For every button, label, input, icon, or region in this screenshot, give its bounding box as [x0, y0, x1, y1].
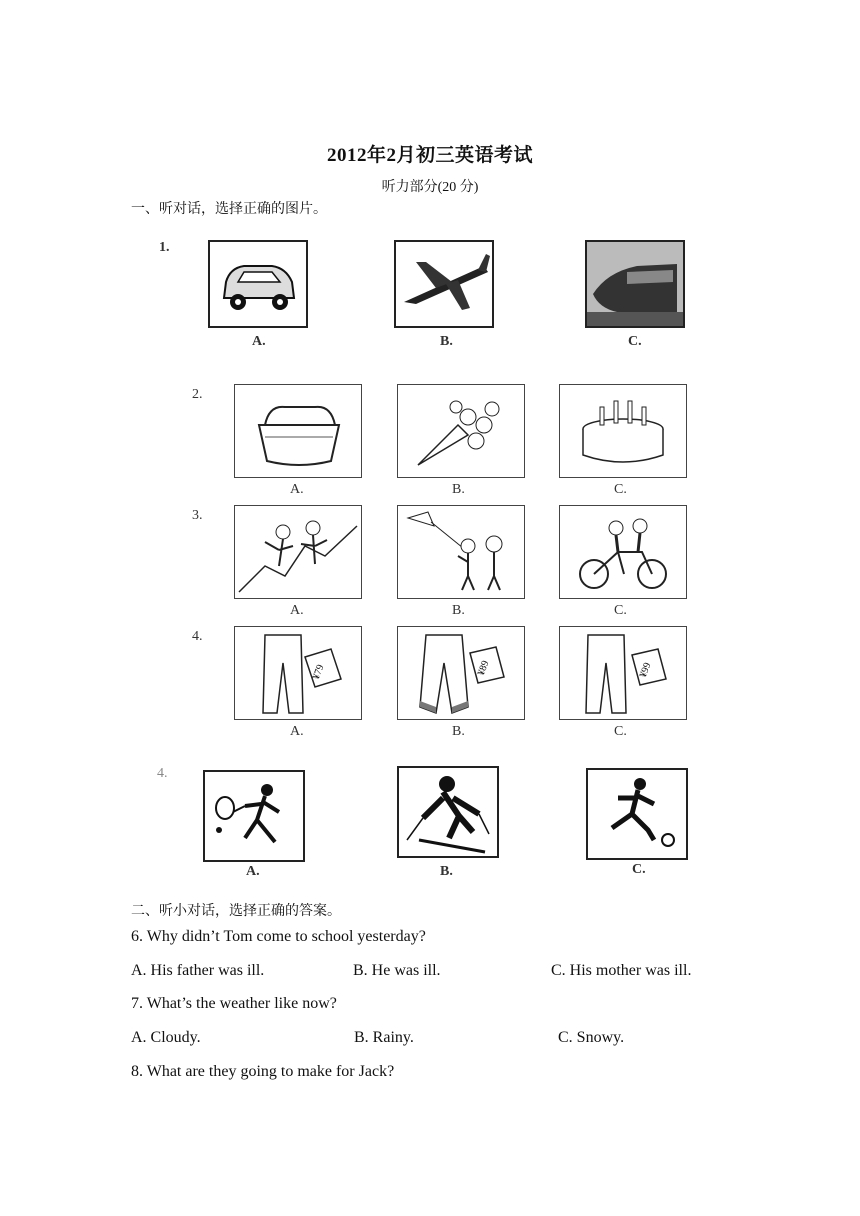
option-label: A. — [246, 864, 260, 879]
option-label: B. — [440, 864, 453, 879]
option-label: C. — [632, 862, 646, 877]
option-label: C. — [614, 482, 627, 497]
price-tag: ¥79 — [310, 663, 327, 682]
option-label: B. — [452, 603, 465, 618]
price-tag: ¥99 — [637, 661, 654, 680]
question-8: 8. What are they going to make for Jack? — [131, 1063, 395, 1080]
question-number: 4. — [157, 766, 168, 781]
option-label: C. — [614, 603, 627, 618]
option-label: B. — [452, 482, 465, 497]
soccer-icon — [586, 768, 688, 860]
jeans-tag-icon — [397, 626, 525, 720]
bicycle-icon — [559, 505, 687, 599]
question-7-option-a: A. Cloudy. — [131, 1029, 201, 1046]
question-4 — [190, 624, 690, 739]
question-6-option-b: B. He was ill. — [353, 962, 441, 979]
question-7-option-c: C. Snowy. — [558, 1029, 625, 1046]
climbing-icon — [234, 505, 362, 599]
question-7-option-b: B. Rainy. — [354, 1029, 414, 1046]
handbag-icon — [234, 384, 362, 478]
option-label: C. — [614, 724, 627, 739]
car-icon — [208, 240, 308, 328]
question-6: 6. Why didn’t Tom come to school yesterday? — [131, 928, 426, 945]
question-3 — [190, 503, 690, 618]
option-label: A. — [290, 482, 304, 497]
airplane-icon — [394, 240, 494, 328]
question-7: 7. What’s the weather like now? — [131, 995, 337, 1012]
question-number: 2. — [192, 387, 203, 402]
page-title: 2012年2月初三英语考试 — [326, 145, 533, 166]
section-1-heading: 一、听对话，选择正确的图片。 — [131, 202, 327, 217]
section-2-heading: 二、听小对话，选择正确的答案。 — [131, 904, 341, 919]
option-label: A. — [252, 334, 266, 349]
question-number: 4. — [192, 629, 203, 644]
kite-flying-icon — [397, 505, 525, 599]
option-label: A. — [290, 603, 304, 618]
question-2 — [190, 382, 690, 497]
tennis-icon — [203, 770, 305, 862]
option-label: C. — [628, 334, 642, 349]
price-tag: ¥89 — [475, 659, 492, 678]
page-subtitle: 听力部分(20 分) — [381, 180, 479, 195]
option-label: B. — [452, 724, 465, 739]
skiing-icon — [397, 766, 499, 858]
question-6-option-c: C. His mother was ill. — [551, 962, 692, 979]
question-number: 1. — [159, 240, 170, 255]
option-label: A. — [290, 724, 304, 739]
train-icon — [585, 240, 685, 328]
jeans-tag-icon — [234, 626, 362, 720]
option-label: B. — [440, 334, 453, 349]
question-1 — [155, 230, 685, 360]
question-number: 3. — [192, 508, 203, 523]
flowers-icon — [397, 384, 525, 478]
question-6-option-a: A. His father was ill. — [131, 962, 265, 979]
jeans-tag-icon — [559, 626, 687, 720]
question-5 — [155, 762, 695, 882]
birthday-cake-icon — [559, 384, 687, 478]
